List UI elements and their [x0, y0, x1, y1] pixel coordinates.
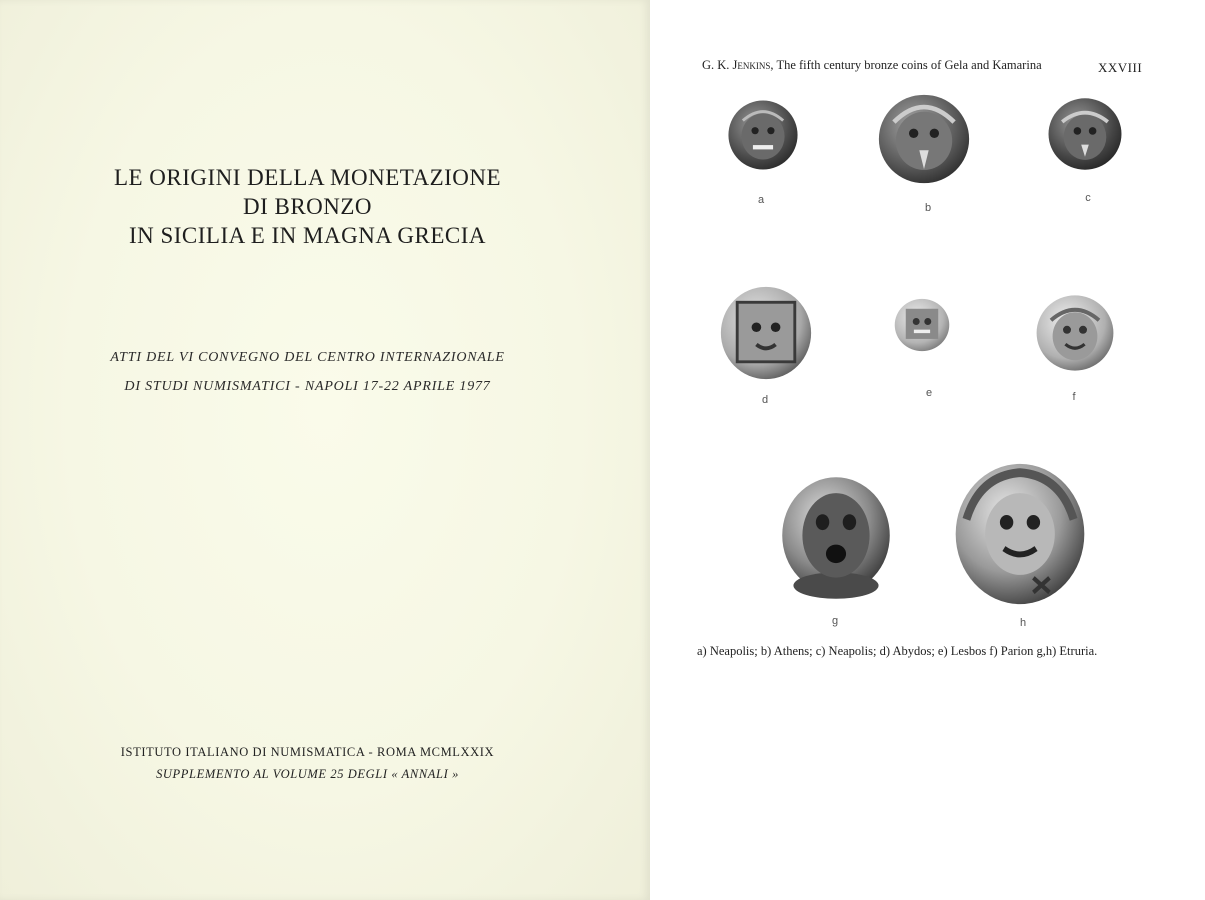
coin-label-c: c — [1085, 192, 1091, 204]
coin-label-f: f — [1072, 391, 1076, 403]
title-line-3: IN SICILIA E IN MAGNA GRECIA — [128, 223, 487, 248]
coin-image-a — [727, 98, 799, 172]
coin-image-c — [1045, 96, 1125, 172]
supplement-line: SUPPLEMENTO AL VOLUME 25 DEGLI « ANNALI » — [156, 767, 459, 781]
plate-title: , The fifth century bronze coins of Gela and Kamarina — [770, 58, 1042, 72]
coin-image-g — [780, 472, 892, 604]
plate-author: G. K. Jenkins — [702, 58, 771, 72]
coin-label-g: g — [831, 615, 839, 627]
coin-image-f — [1034, 293, 1116, 373]
coin-image-d — [718, 282, 814, 384]
coin-image-b — [876, 92, 972, 186]
coin-label-d: d — [761, 394, 769, 406]
coin-label-h: h — [1019, 617, 1027, 629]
coin-label-a: a — [757, 194, 765, 206]
running-head — [702, 58, 1137, 73]
publisher-line: ISTITUTO ITALIANO DI NUMISMATICA - ROMA MCMLXXIX — [120, 745, 495, 759]
atti-line-1: ATTI DEL VI CONVEGNO DEL CENTRO INTERNAZIONALE — [110, 350, 505, 365]
atti-line-2: DI STUDI NUMISMATICI - NAPOLI 17-22 APRILE 1977 — [124, 379, 491, 394]
plate-number: XXVIII — [1098, 60, 1143, 75]
title-line-2: DI BRONZO — [242, 194, 373, 219]
coin-label-e: e — [925, 387, 933, 399]
coin-image-e — [890, 296, 954, 354]
plate-caption: a) Neapolis; b) Athens; c) Neapolis; d) Abydos; e) Lesbos f) Parion g,h) Etruria. — [697, 644, 1098, 658]
plate-page — [650, 0, 1205, 900]
book-title — [0, 163, 615, 250]
coin-image-h — [953, 461, 1087, 607]
coin-label-b: b — [924, 202, 932, 214]
title-line-1: LE ORIGINI DELLA MONETAZIONE — [113, 165, 502, 190]
conference-subtitle — [0, 343, 615, 401]
publisher-info — [0, 741, 615, 785]
